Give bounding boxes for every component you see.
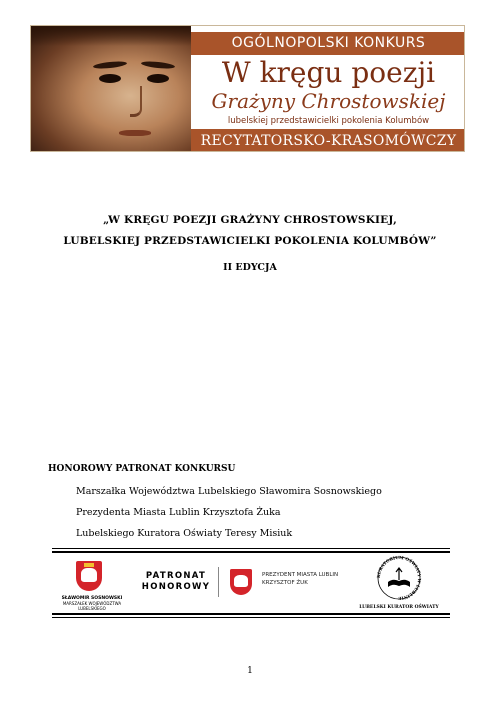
marszalek-title: MARSZAŁEK WOJEWÓDZTWA LUBELSKIEGO [62, 601, 122, 611]
patronat-honorowy-label [138, 571, 214, 593]
banner-bottom-bar: RECYTATORSKO-KRASOMÓWCZY [191, 129, 465, 152]
kurator-ring-text: KURATORIUM OŚWIATY W LUBLINIE [375, 555, 423, 601]
kuratorium-oswiaty-logo-icon [374, 555, 424, 601]
kurator-label: LUBELSKI KURATOR OŚWIATY [359, 605, 439, 610]
document-heading-line-2: LUBELSKIEJ PRZEDSTAWICIELKI POKOLENIA KOLUMBÓW” [63, 235, 437, 247]
banner-top-bar: OGÓLNOPOLSKI KONKURS [191, 32, 465, 55]
contest-banner [30, 25, 465, 152]
patron-logos-strip [52, 548, 450, 618]
marszalek-name: SŁAWOMIR SOSNOWSKI [61, 596, 123, 601]
banner-subtitle: lubelskiej przedstawicielki pokolenia Kolumbów [227, 116, 430, 126]
edition-label: II EDYCJA [223, 262, 277, 273]
portrait-image [31, 26, 191, 152]
prezydent-line-2: KRZYSZTOF ŻUK [262, 580, 308, 586]
page-number: 1 [247, 666, 253, 676]
document-heading-line-1: „W KRĘGU POEZJI GRAŻYNY CHROSTOWSKIEJ, [103, 214, 397, 226]
banner-name: Grażyny Chrostowskiej [211, 89, 446, 113]
patron-item: Lubelskiego Kuratora Oświaty Teresy Misiuk [76, 528, 293, 539]
prezydent-label [262, 571, 372, 587]
banner-title: W kręgu poezji [221, 56, 436, 89]
patron-item: Prezydenta Miasta Lublin Krzysztofa Żuka [76, 507, 281, 518]
logo-divider [218, 567, 219, 597]
patron-item: Marszałka Województwa Lubelskiego Sławomira Sosnowskiego [76, 486, 382, 497]
lublin-coat-of-arms-icon [230, 569, 252, 595]
patronat-title: HONOROWY PATRONAT KONKURSU [48, 464, 236, 474]
prezydent-line-1: PREZYDENT MIASTA LUBLIN [262, 572, 339, 578]
patronat-label-line-1: PATRONAT [145, 571, 207, 581]
lubelskie-coat-of-arms-icon [76, 561, 102, 591]
patronat-label-line-2: HONOROWY [141, 582, 211, 592]
